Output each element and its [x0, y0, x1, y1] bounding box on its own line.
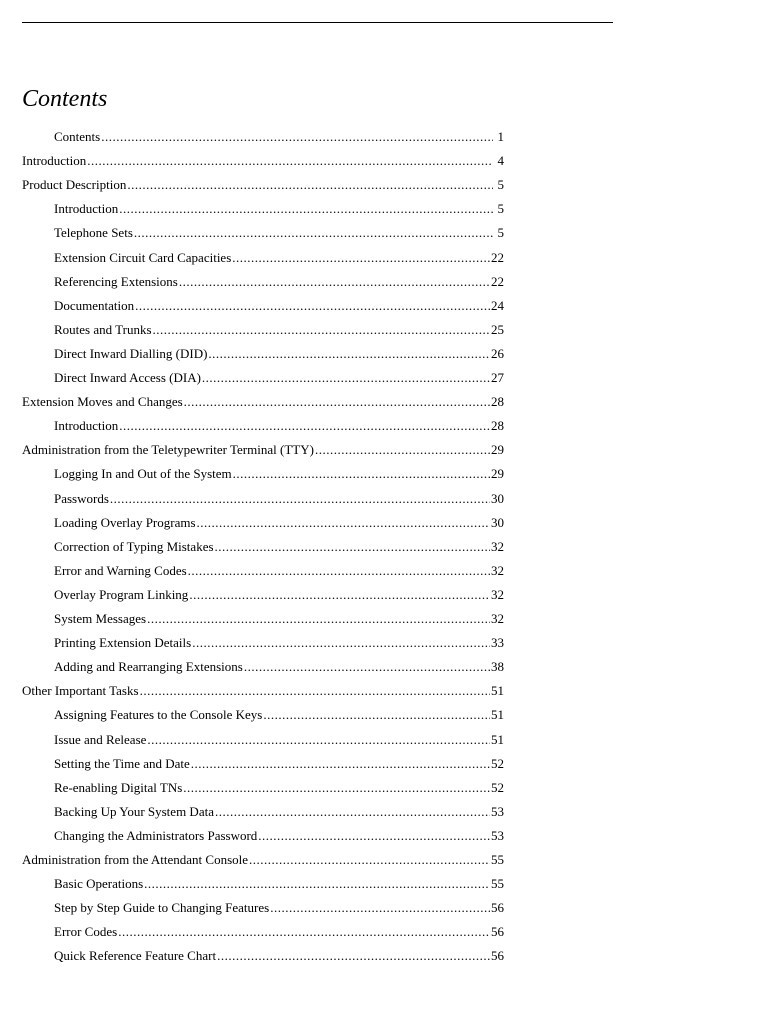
toc-entry[interactable]	[54, 634, 504, 652]
toc-entry-page-number: 30	[491, 515, 504, 530]
toc-entry-page-number: 52	[491, 756, 504, 771]
toc-dot-leader	[217, 947, 490, 965]
toc-entry-page-number: 25	[491, 322, 504, 337]
toc-entry-page-number: 26	[491, 346, 504, 361]
toc-dot-leader	[134, 224, 493, 242]
toc-entry-page-number: 30	[491, 491, 504, 506]
toc-entry[interactable]	[22, 851, 504, 869]
toc-entry[interactable]	[54, 273, 504, 291]
toc-dot-leader	[101, 128, 493, 146]
toc-entry-title: Direct Inward Dialling (DID)	[54, 346, 208, 361]
toc-entry[interactable]	[22, 682, 504, 700]
toc-entry[interactable]	[54, 779, 504, 797]
toc-entry-title: Error Codes	[54, 924, 118, 939]
toc-entry[interactable]	[54, 128, 504, 146]
toc-entry[interactable]	[22, 441, 504, 459]
toc-entry-title: Extension Circuit Card Capacities	[54, 250, 232, 265]
toc-dot-leader	[87, 152, 493, 170]
toc-entry-page-number: 5	[497, 225, 504, 240]
toc-dot-leader	[179, 273, 490, 291]
contents-heading: Contents	[22, 86, 108, 112]
toc-entry-page-number: 27	[491, 370, 504, 385]
toc-entry[interactable]	[54, 586, 504, 604]
toc-dot-leader	[127, 176, 493, 194]
toc-entry[interactable]	[54, 200, 504, 218]
toc-dot-leader	[147, 610, 490, 628]
toc-entry[interactable]	[54, 610, 504, 628]
toc-entry[interactable]	[54, 321, 504, 339]
toc-entry-title: Extension Moves and Changes	[22, 394, 183, 409]
toc-entry[interactable]	[54, 827, 504, 845]
toc-entry-page-number: 33	[491, 635, 504, 650]
toc-entry[interactable]	[54, 224, 504, 242]
toc-entry-title: Logging In and Out of the System	[54, 466, 232, 481]
toc-entry-page-number: 29	[491, 442, 504, 457]
toc-entry-page-number: 51	[491, 707, 504, 722]
toc-dot-leader	[118, 923, 490, 941]
toc-entry-title: Referencing Extensions	[54, 274, 178, 289]
toc-entry-page-number: 56	[491, 900, 504, 915]
toc-entry-title: Introduction	[22, 153, 87, 168]
toc-entry-page-number: 51	[491, 732, 504, 747]
toc-entry[interactable]	[54, 297, 504, 315]
toc-entry-title: Re-enabling Digital TNs	[54, 780, 183, 795]
toc-dot-leader	[215, 803, 490, 821]
toc-entry-title: Introduction	[54, 201, 119, 216]
toc-entry-title: Basic Operations	[54, 876, 144, 891]
toc-entry[interactable]	[54, 538, 504, 556]
toc-entry-title: Assigning Features to the Console Keys	[54, 707, 263, 722]
toc-dot-leader	[197, 514, 490, 532]
toc-entry[interactable]	[54, 755, 504, 773]
toc-entry-page-number: 24	[491, 298, 504, 313]
toc-entry[interactable]	[54, 923, 504, 941]
toc-dot-leader	[270, 899, 490, 917]
toc-entry-page-number: 52	[491, 780, 504, 795]
toc-entry-title: Printing Extension Details	[54, 635, 192, 650]
toc-entry-page-number: 51	[491, 683, 504, 698]
toc-entry[interactable]	[54, 706, 504, 724]
toc-dot-leader	[191, 755, 490, 773]
toc-entry-title: Changing the Administrators Password	[54, 828, 258, 843]
toc-dot-leader	[147, 731, 490, 749]
toc-entry[interactable]	[54, 658, 504, 676]
toc-dot-leader	[202, 369, 490, 387]
toc-entry-page-number: 32	[491, 539, 504, 554]
toc-entry-title: Product Description	[22, 177, 127, 192]
toc-entry-title: System Messages	[54, 611, 147, 626]
toc-entry[interactable]	[54, 562, 504, 580]
toc-entry[interactable]	[22, 176, 504, 194]
toc-entry[interactable]	[54, 514, 504, 532]
toc-dot-leader	[315, 441, 490, 459]
toc-dot-leader	[215, 538, 490, 556]
toc-entry-title: Setting the Time and Date	[54, 756, 190, 771]
toc-dot-leader	[153, 321, 490, 339]
toc-entry[interactable]	[54, 465, 504, 483]
toc-entry-page-number: 32	[491, 611, 504, 626]
toc-entry-title: Documentation	[54, 298, 135, 313]
toc-entry-title: Contents	[54, 129, 101, 144]
toc-dot-leader	[135, 297, 490, 315]
toc-dot-leader	[110, 490, 490, 508]
toc-entry[interactable]	[22, 393, 504, 411]
toc-entry[interactable]	[54, 345, 504, 363]
toc-dot-leader	[183, 779, 490, 797]
toc-entry[interactable]	[54, 803, 504, 821]
toc-entry-title: Direct Inward Access (DIA)	[54, 370, 201, 385]
toc-entry-page-number: 22	[491, 250, 504, 265]
toc-dot-leader	[233, 465, 490, 483]
toc-dot-leader	[263, 706, 490, 724]
toc-entry-page-number: 28	[491, 394, 504, 409]
toc-entry[interactable]	[54, 369, 504, 387]
toc-entry[interactable]	[54, 947, 504, 965]
toc-entry-page-number: 28	[491, 418, 504, 433]
toc-dot-leader	[184, 393, 490, 411]
toc-entry-page-number: 29	[491, 466, 504, 481]
toc-dot-leader	[192, 634, 490, 652]
toc-entry[interactable]	[54, 249, 504, 267]
toc-entry-page-number: 38	[491, 659, 504, 674]
toc-entry-page-number: 32	[491, 563, 504, 578]
toc-dot-leader	[144, 875, 490, 893]
toc-dot-leader	[119, 200, 493, 218]
toc-entry-title: Error and Warning Codes	[54, 563, 187, 578]
toc-dot-leader	[119, 417, 490, 435]
toc-entry-title: Administration from the Attendant Console	[22, 852, 249, 867]
toc-entry-title: Overlay Program Linking	[54, 587, 189, 602]
toc-entry[interactable]	[54, 731, 504, 749]
toc-entry-title: Issue and Release	[54, 732, 147, 747]
toc-entry[interactable]	[54, 490, 504, 508]
toc-dot-leader	[249, 851, 490, 869]
toc-entry-title: Quick Reference Feature Chart	[54, 948, 217, 963]
toc-entry-title: Telephone Sets	[54, 225, 133, 240]
toc-entry[interactable]	[54, 417, 504, 435]
toc-entry-page-number: 4	[497, 153, 504, 168]
toc-entry-page-number: 1	[497, 129, 504, 144]
toc-dot-leader	[232, 249, 490, 267]
toc-entry-title: Passwords	[54, 491, 109, 506]
toc-entry-title: Routes and Trunks	[54, 322, 152, 337]
toc-entry-page-number: 22	[491, 274, 504, 289]
toc-dot-leader	[188, 562, 490, 580]
toc-entry-title: Backing Up Your System Data	[54, 804, 214, 819]
toc-dot-leader	[140, 682, 490, 700]
toc-entry-title: Step by Step Guide to Changing Features	[54, 900, 270, 915]
toc-dot-leader	[244, 658, 490, 676]
toc-entry-page-number: 5	[497, 177, 504, 192]
toc-entry-title: Other Important Tasks	[22, 683, 139, 698]
toc-entry-page-number: 56	[491, 924, 504, 939]
toc-entry-page-number: 32	[491, 587, 504, 602]
toc-entry[interactable]	[22, 152, 504, 170]
toc-dot-leader	[208, 345, 490, 363]
toc-entry[interactable]	[54, 875, 504, 893]
toc-dot-leader	[189, 586, 490, 604]
toc-entry-page-number: 53	[491, 828, 504, 843]
toc-entry-page-number: 53	[491, 804, 504, 819]
toc-dot-leader	[258, 827, 490, 845]
toc-entry-title: Correction of Typing Mistakes	[54, 539, 214, 554]
toc-entry-title: Loading Overlay Programs	[54, 515, 196, 530]
toc-entry-title: Introduction	[54, 418, 119, 433]
toc-entry-title: Administration from the Teletypewriter Terminal (TTY)	[22, 442, 314, 457]
toc-entry-title: Adding and Rearranging Extensions	[54, 659, 243, 674]
toc-entry[interactable]	[54, 899, 504, 917]
toc-entry-page-number: 5	[497, 201, 504, 216]
toc-entry-page-number: 55	[491, 852, 504, 867]
toc-entry-page-number: 55	[491, 876, 504, 891]
toc-entry-page-number: 56	[491, 948, 504, 963]
